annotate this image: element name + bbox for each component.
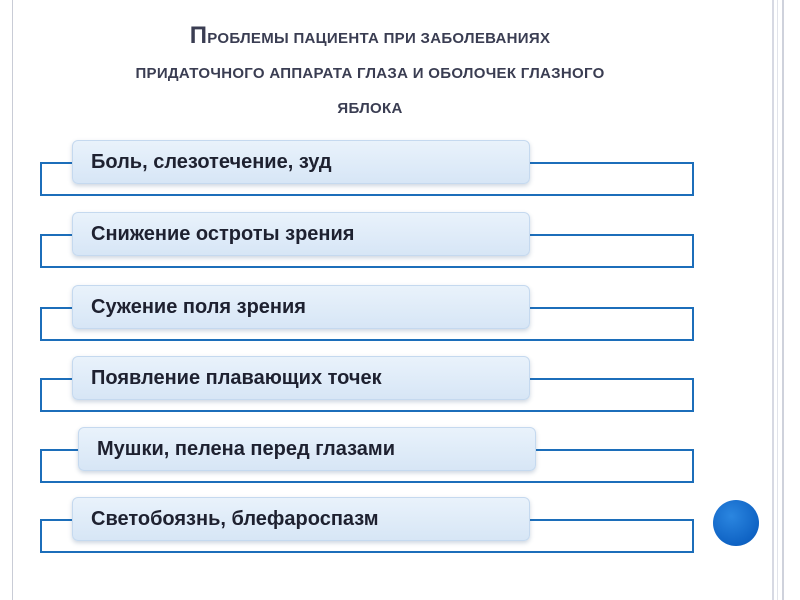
title-line-3: ЯБЛОКА xyxy=(337,100,403,117)
problem-label: Боль, слезотечение, зуд xyxy=(72,140,530,184)
problem-item xyxy=(0,497,800,577)
decorative-circle xyxy=(713,500,759,546)
title-initial-letter: П xyxy=(189,22,208,49)
problem-label: Сужение поля зрения xyxy=(72,285,530,329)
problem-label: Мушки, пелена перед глазами xyxy=(78,427,536,471)
title-line-1-rest: РОБЛЕМЫ ПАЦИЕНТА ПРИ ЗАБОЛЕВАНИЯХ xyxy=(207,30,551,47)
title-line-1 xyxy=(189,22,551,49)
problem-item xyxy=(0,427,800,507)
problem-item xyxy=(0,285,800,365)
problem-item xyxy=(0,140,800,220)
slide-title xyxy=(20,18,720,126)
problem-label: Снижение остроты зрения xyxy=(72,212,530,256)
problem-label: Появление плавающих точек xyxy=(72,356,530,400)
problem-label: Светобоязнь, блефароспазм xyxy=(72,497,530,541)
problem-item xyxy=(0,356,800,436)
title-line-2: ПРИДАТОЧНОГО АППАРАТА ГЛАЗА И ОБОЛОЧЕК ГЛАЗНОГО xyxy=(135,65,605,82)
problem-item xyxy=(0,212,800,292)
